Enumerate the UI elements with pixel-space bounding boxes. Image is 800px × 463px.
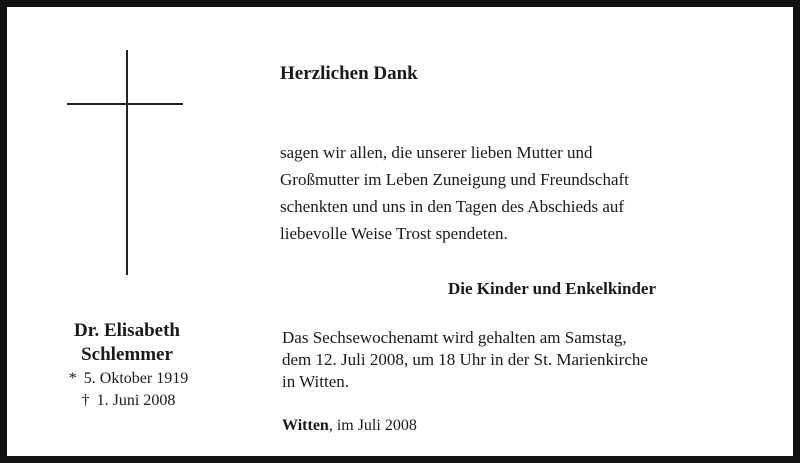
- notice-line: in Witten.: [282, 372, 349, 391]
- footer-date: , im Juli 2008: [328, 417, 417, 434]
- notice-line: dem 12. Juli 2008, um 18 Uhr in der St. Marienkirche: [282, 350, 648, 369]
- deceased-info: [37, 319, 217, 411]
- thanks-text: [280, 139, 740, 247]
- cross-icon-horizontal: [67, 103, 183, 105]
- thanks-line: liebevolle Weise Trost spendeten.: [280, 224, 508, 243]
- place-date-footer: [282, 417, 417, 435]
- deceased-name-line1: Dr. Elisabeth: [74, 320, 180, 341]
- death-date: 1. Juni 2008: [96, 392, 176, 409]
- footer-place: Witten: [282, 417, 329, 434]
- cross-icon-vertical: [126, 50, 128, 275]
- birth-symbol: *: [68, 370, 77, 387]
- thanks-line: Großmutter im Leben Zuneigung und Freundschaft: [280, 170, 629, 189]
- death-symbol: †: [81, 392, 90, 409]
- birth-date-line: [37, 369, 217, 389]
- notice-line: Das Sechsewochenamt wird gehalten am Samstag,: [282, 328, 627, 347]
- deceased-name-line2: Schlemmer: [81, 344, 173, 365]
- heading: Herzlichen Dank: [280, 63, 418, 84]
- birth-date: 5. Oktober 1919: [83, 370, 189, 387]
- mass-notice: [282, 327, 648, 393]
- thanks-line: schenkten und uns in den Tagen des Abschieds auf: [280, 197, 625, 216]
- death-date-line: [37, 391, 217, 411]
- signature: Die Kinder und Enkelkinder: [448, 279, 656, 298]
- thanks-line: sagen wir allen, die unserer lieben Mutter und: [280, 143, 593, 162]
